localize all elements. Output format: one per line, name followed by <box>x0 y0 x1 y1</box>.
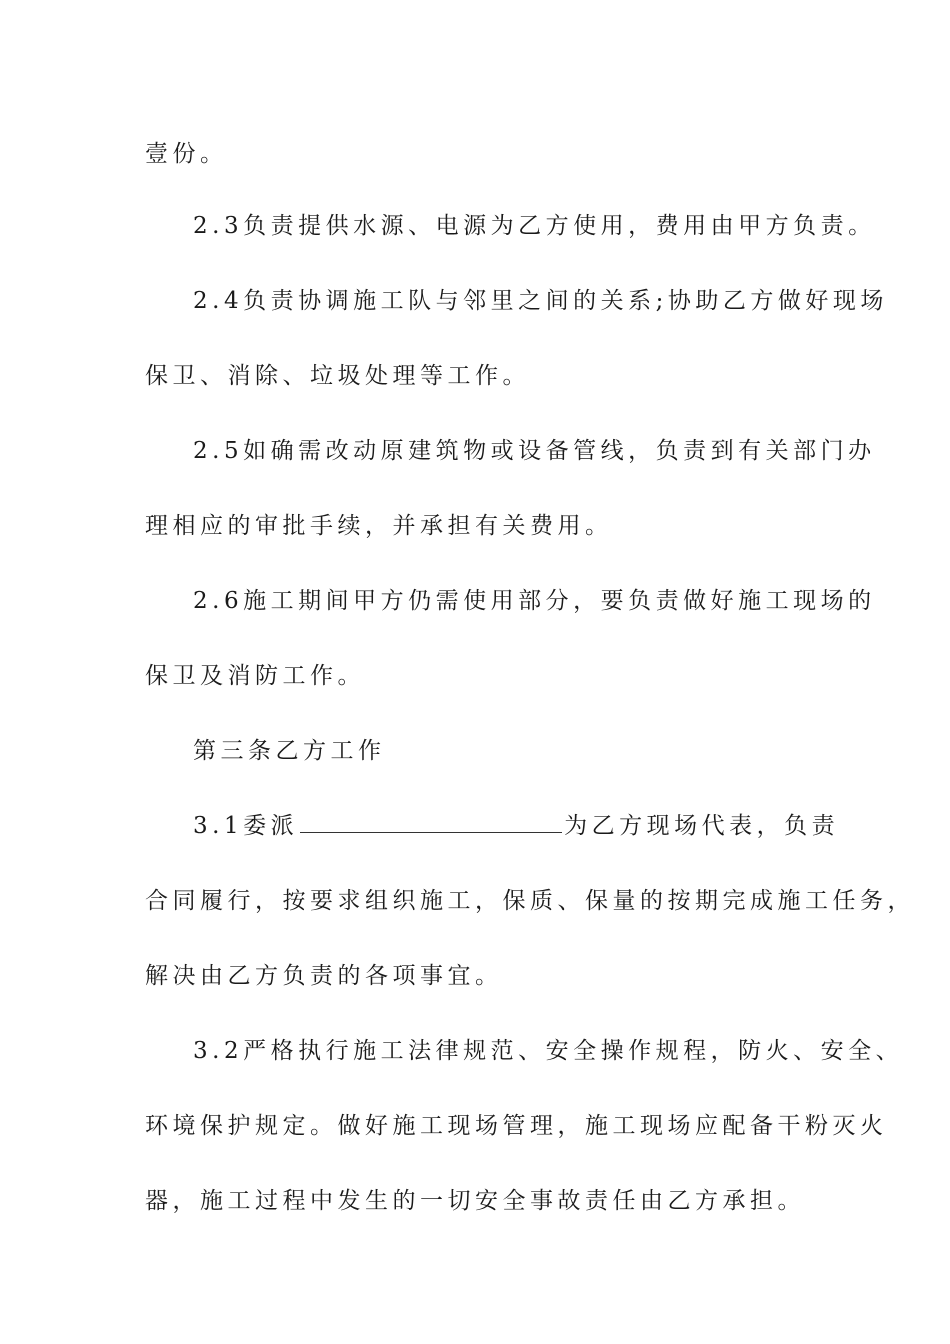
fill-in-blank[interactable] <box>300 812 562 833</box>
clause-3-1-line3: 解决由乙方负责的各项事宜。 <box>145 963 503 989</box>
clause-3-1-prefix: 3.1委派 <box>193 813 299 839</box>
clause-2-6-line2: 保卫及消防工作。 <box>145 663 365 689</box>
clause-2-3: 2.3负责提供水源、电源为乙方使用，费用由甲方负责。 <box>193 213 876 239</box>
clause-3-1-suffix: 为乙方现场代表，负责 <box>564 813 840 839</box>
clause-2-4-line2: 保卫、消除、垃圾处理等工作。 <box>145 363 530 389</box>
clause-3-2-line2: 环境保护规定。做好施工现场管理，施工现场应配备干粉灭火 <box>145 1113 888 1139</box>
clause-2-4-line1: 2.4负责协调施工队与邻里之间的关系;协助乙方做好现场 <box>193 288 888 314</box>
paragraph-line: 壹份。 <box>145 141 228 167</box>
clause-2-6-line1: 2.6施工期间甲方仍需使用部分，要负责做好施工现场的 <box>193 588 876 614</box>
article-3-heading: 第三条乙方工作 <box>193 738 386 764</box>
clause-3-1-line1 <box>193 811 839 841</box>
clause-2-5-line2: 理相应的审批手续，并承担有关费用。 <box>145 513 613 539</box>
clause-3-2-line3: 器，施工过程中发生的一切安全事故责任由乙方承担。 <box>145 1188 805 1214</box>
clause-3-1-line2: 合同履行，按要求组织施工，保质、保量的按期完成施工任务， <box>145 888 915 914</box>
clause-2-5-line1: 2.5如确需改动原建筑物或设备管线，负责到有关部门办 <box>193 438 876 464</box>
clause-3-2-line1: 3.2严格执行施工法律规范、安全操作规程，防火、安全、 <box>193 1038 904 1064</box>
